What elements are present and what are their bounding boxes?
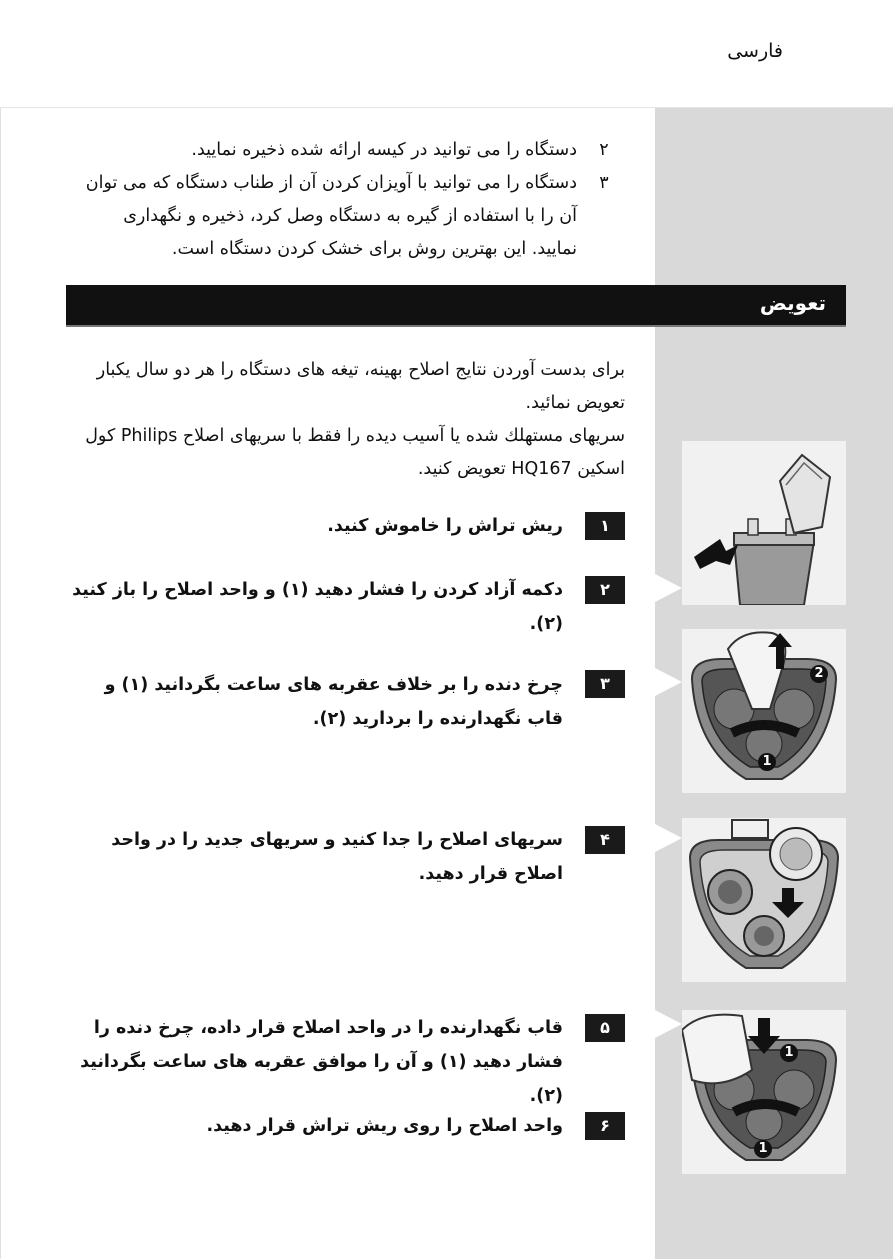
illustration-replace-heads	[682, 818, 846, 982]
shaver-open-drawing	[682, 441, 846, 605]
section-title: تعویض	[759, 291, 826, 315]
item-number: ۲	[599, 140, 609, 160]
step-text-3: چرخ دنده را بر خلاف عقربه های ساعت بگردانید (۱) و قاب نگهدارنده را بردارید (۲).	[104, 675, 563, 729]
step-text-6: واحد اصلاح را روی ریش تراش قرار دهید.	[206, 1116, 563, 1136]
step-number-6: ۶	[585, 1112, 625, 1140]
page-edge	[0, 108, 1, 1259]
heads-replacement-drawing	[682, 818, 846, 982]
pointer-notch	[655, 824, 682, 852]
step-text-5: قاب نگهدارنده را در واحد اصلاح قرار داده، چرخ دنده را فشار دهید (۱) و آن را موافق عقربه های ساعت بگردانید (۲).	[80, 1018, 563, 1106]
step-number-3: ۳	[585, 670, 625, 698]
step-text-4: سریهای اصلاح را جدا کنید و سریهای جدید را در واحد اصلاح قرار دهید.	[111, 830, 563, 884]
pointer-notch	[655, 574, 682, 602]
storage-item-3	[80, 167, 615, 266]
step-text-2: دکمه آزاد کردن را فشار دهید (۱) و واحد اصلاح را باز کنید (۲).	[72, 580, 563, 634]
intro-paragraph-1: برای بدست آوردن نتایج اصلاح بهینه، تیغه های دستگاه را هر دو سال یکبار تعویض نمائید.	[96, 360, 625, 413]
step-text-1: ریش تراش را خاموش کنید.	[327, 516, 563, 536]
illustration-open-shaver	[682, 441, 846, 605]
item-number: ۳	[599, 173, 609, 193]
storage-item-2	[80, 134, 615, 167]
illustration-reinsert-frame	[682, 1010, 846, 1174]
step-number-2: ۲	[585, 576, 625, 604]
pointer-notch	[655, 668, 682, 696]
pointer-notch	[655, 1010, 682, 1038]
badge-2: 2	[810, 665, 828, 683]
badge-bottom: 1	[754, 1140, 772, 1158]
step-number-4: ۴	[585, 826, 625, 854]
illustration-remove-frame	[682, 629, 846, 793]
step-number-1: ۱	[585, 512, 625, 540]
step-number-5: ۵	[585, 1014, 625, 1042]
language-label: فارسی	[727, 40, 783, 62]
section-heading-bar	[66, 285, 846, 327]
intro-paragraph-2: سریهای مستهلك شده یا آسیب دیده را فقط با سریهای اصلاح Philips کول اسکین HQ167 تعویض کنید.	[85, 426, 625, 479]
item-text: دستگاه را می توانید در کیسه ارائه شده ذخیره نمایید.	[191, 140, 577, 160]
badge-top: 1	[780, 1044, 798, 1062]
item-text: دستگاه را می توانید با آویزان کردن آن از طناب دستگاه که می توان آن را با استفاده از گیره به دستگاه وصل کرد، ذخیره و نگهداری نمایید. این بهترین روش برای خشک کردن دستگاه است.	[85, 173, 577, 259]
badge-1: 1	[758, 753, 776, 771]
